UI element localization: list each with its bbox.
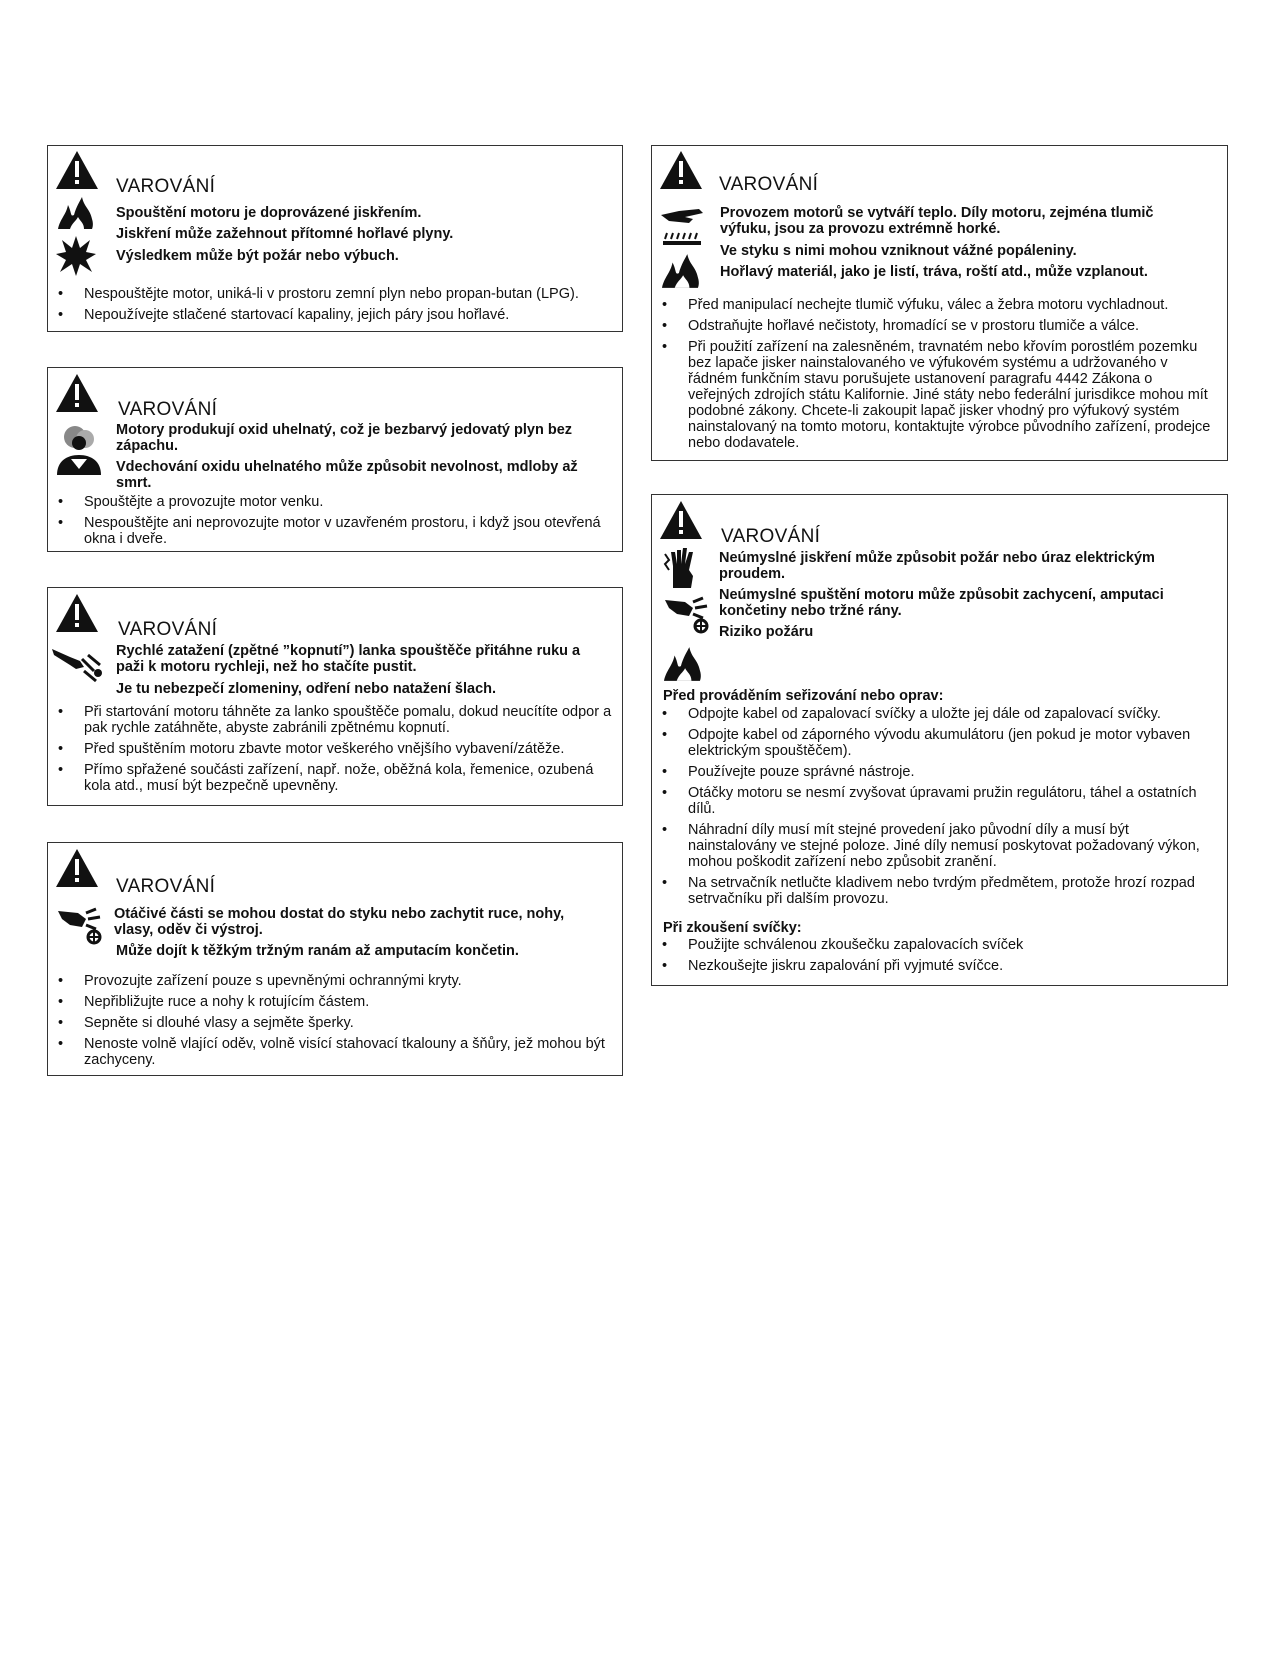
warning-statement: Ve styku s nimi mohou vzniknout vážné popáleniny. [720,243,1077,259]
entanglement-hand-icon [663,592,713,636]
warning-triangle-icon [659,150,703,190]
hot-surface-icon [659,205,705,247]
fire-icon [661,645,705,683]
list-item: • Před spuštěním motoru zbavte motor veškerého vnějšího vybavení/zátěže. [57,741,617,757]
list-item: • Provozujte zařízení pouze s upevněnými ochrannými kryty. [57,973,617,989]
warning-triangle-icon [55,373,99,413]
warning-title: VAROVÁNÍ [118,399,218,420]
list-item: • Odpojte kabel od záporného vývodu akumulátoru (jen pokud je motor vybaven elektrickým spouštěčem). [661,727,1221,759]
subheading-maintenance: Před prováděním seřizování nebo oprav: [663,688,944,704]
warning-statement: Je tu nebezpečí zlomeniny, odření nebo natažení šlach. [116,681,497,697]
instruction-list [57,704,617,799]
instruction-list [661,706,1221,912]
instruction-list [57,973,617,1073]
warning-statement: Otáčivé části se mohou dostat do styku nebo zachytit ruce, nohy, vlasy, oděv či výstroj. [114,906,565,938]
warning-statement: Provozem motorů se vytváří teplo. Díly motoru, zejména tlumič výfuku, jsou za provozu extrémně horké. [720,205,1154,237]
instruction-list [661,297,1216,456]
entanglement-hand-icon [56,905,106,945]
warning-statement: Výsledkem může být požár nebo výbuch. [116,248,399,264]
warning-statement: Motory produkují oxid uhelnatý, což je bezbarvý jedovatý plyn bez zápachu. [116,422,573,454]
warning-title: VAROVÁNÍ [719,174,819,195]
list-item: • Použijte schválenou zkoušečku zapalovacích svíček [661,937,1221,953]
list-item: • Sepněte si dlouhé vlasy a sejměte šperky. [57,1015,617,1031]
warning-title: VAROVÁNÍ [116,876,216,897]
instruction-list [661,937,1221,979]
list-item: • Nespouštějte ani neprovozujte motor v uzavřeném prostoru, i když jsou otevřená okna i dveře. [57,515,612,547]
warning-statement: Jiskření může zažehnout přítomné hořlavé plyny. [116,226,454,242]
list-item: • Otáčky motoru se nesmí zvyšovat úpravami pružin regulátoru, táhel a ostatních dílů. [661,785,1221,817]
list-item: • Před manipulací nechejte tlumič výfuku, válec a žebra motoru vychladnout. [661,297,1216,313]
list-item: • Přímo spřažené součásti zařízení, např. nože, oběžná kola, řemenice, ozubená kola atd., musí být bezpečně upevněny. [57,762,617,794]
subheading-spark-test: Při zkoušení svíčky: [663,920,802,936]
recoil-hand-icon [50,645,106,685]
list-item: • Spouštějte a provozujte motor venku. [57,494,612,510]
list-item: • Nespouštějte motor, uniká-li v prostoru zemní plyn nebo propan-butan (LPG). [57,286,612,302]
list-item: • Na setrvačník netlučte kladivem nebo tvrdým předmětem, protože hrozí rozpad setrvačníku při dalším provozu. [661,875,1221,907]
list-item: • Používejte pouze správné nástroje. [661,764,1221,780]
warning-triangle-icon [659,500,703,540]
warning-statement: Vdechování oxidu uhelnatého může způsobit nevolnost, mdloby až smrt. [116,459,578,491]
list-item: • Nepoužívejte stlačené startovací kapaliny, jejich páry jsou hořlavé. [57,307,612,323]
list-item: • Odstraňujte hořlavé nečistoty, hromadící se v prostoru tlumiče a válce. [661,318,1216,334]
instruction-list [57,286,612,328]
warning-title: VAROVÁNÍ [721,526,821,547]
list-item: • Nepřibližujte ruce a nohy k rotujícím částem. [57,994,617,1010]
warning-statement: Neúmyslné jiskření může způsobit požár nebo úraz elektrickým proudem. [719,550,1155,582]
list-item: • Při použití zařízení na zalesněném, travnatém nebo křovím porostlém pozemku bez lapače jisker nainstalovaného ve výfukovém systému a udržovaného v řádném funkčním stavu porušujete ustanovení paragrafu 4442 Zákona o veřejných zdrojích státu Kalifornie. Jiné státy nebo federální jurisdikce mohou mít podobné zákony. Chcete-li zakoupit lapač jisker vhodný pro výfukový systém nainstalovaný na tomto motoru, kontaktujte výrobce původního zařízení, prodejce nebo dodavatele. [661,339,1216,451]
fire-icon [56,195,96,231]
list-item: • Nezkoušejte jiskru zapalování při vyjmuté svíčce. [661,958,1221,974]
warning-title: VAROVÁNÍ [116,176,216,197]
list-item: • Při startování motoru táhněte za lanko spouštěče pomalu, dokud neucítíte odpor a pak rychle zatáhněte, abyste zabránili zpětnému kopnutí. [57,704,617,736]
warning-statement: Rychlé zatažení (zpětné ”kopnutí”) lanka spouštěče přitáhne ruku a paži k motoru rychleji, než ho stačíte pustit. [116,643,581,675]
warning-triangle-icon [55,848,99,888]
warning-statement: Neúmyslné spuštění motoru může způsobit zachycení, amputaci končetiny nebo tržné rány. [719,587,1164,619]
list-item: • Náhradní díly musí mít stejné provedení jako původní díly a musí být nainstalovány ve stejné poloze. Jiné díly nemusí poskytovat požadovaný výkon, mohou poškodit zařízení nebo způsobit zranění. [661,822,1221,870]
toxic-gas-icon [53,425,105,475]
warning-triangle-icon [55,593,99,633]
explosion-icon [56,234,96,276]
fire-icon [659,252,703,290]
list-item: • Nenoste volně vlající oděv, volně visící stahovací tkalouny a šňůry, jež mohou být zachyceny. [57,1036,617,1068]
instruction-list [57,494,612,552]
warning-title: VAROVÁNÍ [118,619,218,640]
electric-shock-hand-icon [663,546,703,590]
warning-statement: Hořlavý materiál, jako je listí, tráva, roští atd., může vzplanout. [720,264,1148,280]
list-item: • Odpojte kabel od zapalovací svíčky a uložte jej dále od zapalovací svíčky. [661,706,1221,722]
warning-triangle-icon [55,150,99,190]
warning-statement: Může dojít k těžkým tržným ranám až amputacím končetin. [116,943,519,959]
warning-statement: Riziko požáru [719,624,814,640]
warning-statement: Spouštění motoru je doprovázené jiskřením. [116,205,422,221]
